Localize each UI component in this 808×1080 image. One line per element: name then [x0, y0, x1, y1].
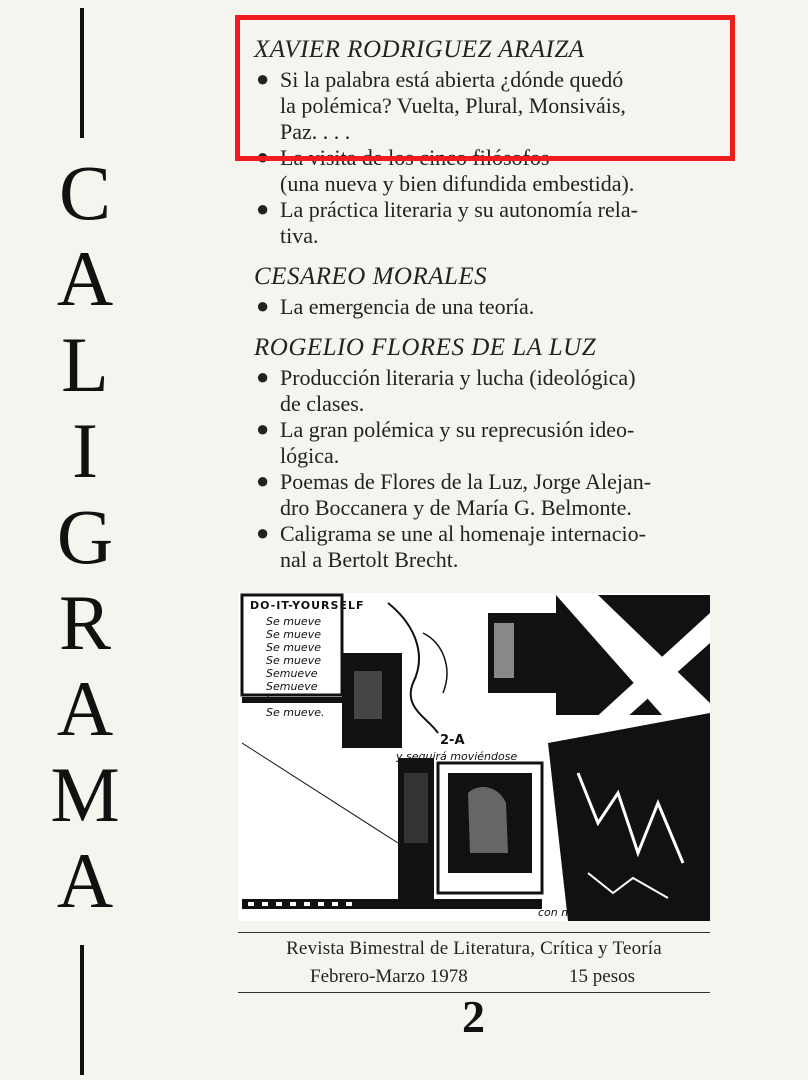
issue-number: 2: [462, 991, 485, 1042]
contents-item: [250, 521, 730, 573]
item-line: de clases.: [280, 391, 365, 416]
repeat-line: Semueve: [266, 680, 318, 693]
dateline: [238, 960, 710, 988]
contents-section-morales: [250, 263, 730, 320]
magazine-subtitle: Revista Bimestral de Literatura, Crítica y Teoría: [286, 938, 662, 959]
bullet-icon: ●: [256, 66, 270, 91]
item-line: La visita de los cinco filósofos: [280, 145, 550, 170]
footer-rule-top: [238, 932, 710, 933]
item-line: lógica.: [280, 443, 340, 468]
masthead-letter: R: [58, 579, 112, 666]
repeat-line: Se mueve: [266, 628, 321, 641]
contents-item: [250, 469, 730, 521]
author-name: ROGELIO FLORES DE LA LUZ: [254, 334, 597, 361]
item-line: dro Boccanera y de María G. Belmonte.: [280, 495, 632, 520]
masthead-rule-bottom: [80, 945, 84, 1075]
repeat-line: Se mueve: [266, 693, 321, 706]
collage-2a-label: 2-A: [440, 733, 465, 748]
item-line: la polémica? Vuelta, Plural, Monsiváis,: [280, 93, 626, 118]
masthead-letter: C: [58, 149, 112, 236]
repeat-line: Semueve: [266, 667, 318, 680]
item-line: La gran polémica y su reprecusión ideo-: [280, 417, 635, 442]
issue-price: 15 pesos: [569, 966, 635, 987]
masthead-letter: A: [56, 235, 114, 322]
item-line: Poemas de Flores de la Luz, Jorge Alejan-: [280, 469, 652, 494]
bullet-icon: ●: [256, 468, 270, 493]
item-line: Si la palabra está abierta ¿dónde quedó: [280, 67, 624, 92]
bullet-icon: ●: [256, 293, 270, 318]
item-line: La emergencia de una teoría.: [280, 294, 535, 319]
contents-item: [250, 365, 730, 417]
collage-repeat-text: [266, 615, 324, 719]
bullet-icon: ●: [256, 144, 270, 169]
bullet-icon: ●: [256, 364, 270, 389]
item-line: Caligrama se une al homenaje internacio-: [280, 521, 646, 546]
collage-seguira-text: y seguirá moviéndose: [396, 750, 518, 763]
item-line: Paz. . . .: [280, 119, 351, 144]
item-line: La práctica literaria y su autonomía rela-: [280, 197, 638, 222]
masthead-rule-top: [80, 8, 84, 138]
footer: [238, 938, 710, 988]
masthead-letter: A: [56, 665, 114, 752]
bullet-icon: ●: [256, 196, 270, 221]
item-line: tiva.: [280, 223, 319, 248]
repeat-line: Se mueve.: [266, 706, 325, 719]
issue-date: Febrero-Marzo 1978: [310, 966, 468, 987]
collage-artwork: [238, 593, 710, 921]
masthead-letter: G: [56, 493, 114, 580]
contents-item: [250, 294, 730, 320]
repeat-line: Se mueve: [266, 641, 321, 654]
item-line: (una nueva y bien difundida embestida).: [280, 171, 635, 196]
item-line: nal a Bertolt Brecht.: [280, 547, 459, 572]
collage-diy-label: DO-IT-YOURSELF: [250, 599, 365, 612]
contents-item: [250, 197, 730, 249]
collage-movimientos-text: con movimientos pausados: [538, 906, 689, 919]
author-name: XAVIER RODRIGUEZ ARAIZA: [254, 36, 585, 63]
repeat-line: Se mueve: [266, 615, 321, 628]
highlight-box: [235, 15, 735, 161]
author-name: CESAREO MORALES: [254, 263, 488, 290]
masthead-letter: I: [72, 407, 98, 494]
bullet-icon: ●: [256, 416, 270, 441]
contents-section-flores: [250, 334, 730, 573]
masthead-vertical: [30, 150, 140, 924]
masthead-letter: A: [56, 837, 114, 924]
repeat-line: Se mueve: [266, 654, 321, 667]
masthead-letter: L: [61, 321, 109, 408]
masthead-letter: M: [50, 751, 120, 838]
contents-item: [250, 417, 730, 469]
item-line: Producción literaria y lucha (ideológica): [280, 365, 636, 390]
bullet-icon: ●: [256, 520, 270, 545]
